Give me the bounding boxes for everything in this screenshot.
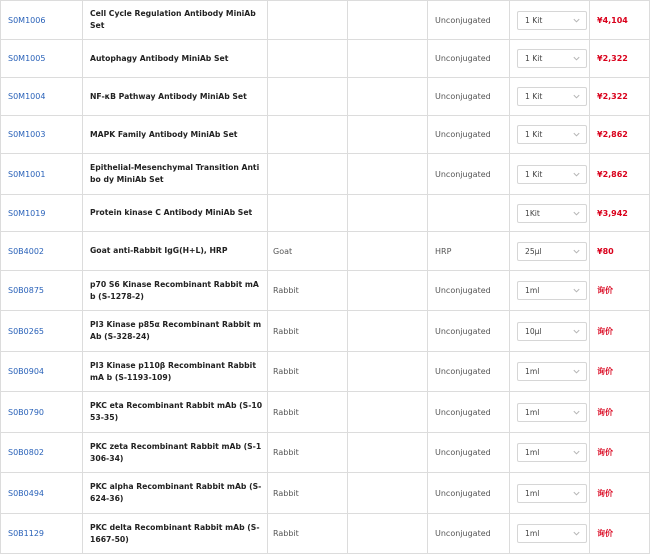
conjugate-cell [428, 154, 510, 195]
size-select[interactable] [517, 87, 587, 106]
product-code-link[interactable]: S0M1001 [8, 169, 46, 179]
price-cell [590, 352, 650, 392]
conjugate-cell [428, 1, 510, 40]
size-select[interactable] [517, 403, 587, 422]
size-cell [510, 116, 590, 154]
price-cell [590, 271, 650, 311]
product-code-link[interactable]: S0B0790 [8, 407, 45, 417]
conjugate-label: Unconjugated [435, 130, 491, 139]
product-code-link[interactable]: S0B0802 [8, 448, 45, 457]
inquiry-link[interactable]: 询价 [597, 326, 613, 336]
chevron-down-icon [572, 130, 581, 139]
code-cell [1, 311, 83, 352]
product-name: Autophagy Antibody MiniAb Set [90, 53, 229, 63]
code-cell [1, 116, 83, 154]
chevron-down-icon [572, 16, 581, 25]
price-cell [590, 195, 650, 232]
table-row [1, 433, 650, 473]
product-code-link[interactable]: S0B4002 [8, 246, 45, 256]
chevron-down-icon [572, 408, 581, 417]
price-cell [590, 154, 650, 195]
host-cell [268, 40, 348, 78]
price-cell [590, 116, 650, 154]
empty-cell [348, 271, 428, 311]
conjugate-label: Unconjugated [435, 488, 491, 498]
code-cell [1, 271, 83, 311]
name-cell [83, 78, 268, 116]
conjugate-label: Unconjugated [435, 448, 491, 457]
product-name: PI3 Kinase p110β Recombinant Rabbit mA b (S-1193-109) [90, 360, 256, 382]
size-select-value: 1ml [525, 448, 540, 457]
chevron-down-icon [572, 54, 581, 63]
table-row [1, 195, 650, 232]
conjugate-cell [428, 40, 510, 78]
size-select[interactable] [517, 524, 587, 543]
host-cell [268, 352, 348, 392]
price-value: ¥4,104 [597, 15, 628, 25]
size-select-value: 1 Kit [525, 15, 543, 25]
price-cell [590, 514, 650, 554]
host-cell [268, 1, 348, 40]
empty-cell [348, 40, 428, 78]
empty-cell [348, 78, 428, 116]
host-species: Rabbit [273, 286, 299, 295]
host-cell [268, 116, 348, 154]
name-cell [83, 392, 268, 433]
chevron-down-icon [572, 170, 581, 179]
conjugate-label: Unconjugated [435, 407, 491, 417]
conjugate-label: Unconjugated [435, 54, 491, 63]
code-cell [1, 433, 83, 473]
size-select[interactable] [517, 11, 587, 30]
size-cell [510, 271, 590, 311]
host-species: Rabbit [273, 326, 299, 336]
name-cell [83, 1, 268, 40]
product-name: PI3 Kinase p85α Recombinant Rabbit mAb (S-328-24) [90, 320, 262, 341]
conjugate-label: Unconjugated [435, 529, 491, 538]
size-cell [510, 195, 590, 232]
empty-cell [348, 232, 428, 271]
product-name: NF-κB Pathway Antibody MiniAb Set [90, 91, 247, 101]
product-name: MAPK Family Antibody MiniAb Set [90, 129, 238, 139]
empty-cell [348, 1, 428, 40]
code-cell [1, 78, 83, 116]
inquiry-link[interactable]: 询价 [597, 529, 613, 538]
size-select[interactable] [517, 484, 587, 503]
name-cell [83, 352, 268, 392]
host-cell [268, 78, 348, 116]
empty-cell [348, 433, 428, 473]
size-cell [510, 154, 590, 195]
table-row [1, 514, 650, 554]
price-value: ¥2,862 [597, 130, 628, 139]
table-row [1, 232, 650, 271]
name-cell [83, 232, 268, 271]
size-select-value: 25μl [525, 246, 542, 256]
host-cell [268, 154, 348, 195]
size-select[interactable] [517, 242, 587, 261]
price-value: ¥3,942 [597, 208, 628, 218]
host-species: Rabbit [273, 367, 299, 376]
size-cell [510, 78, 590, 116]
empty-cell [348, 154, 428, 195]
host-cell [268, 514, 348, 554]
price-cell [590, 1, 650, 40]
product-name: Protein kinase C Antibody MiniAb Set [90, 208, 253, 217]
size-select[interactable] [517, 165, 587, 184]
empty-cell [348, 392, 428, 433]
size-select-value: 1ml [525, 367, 540, 376]
host-cell [268, 473, 348, 514]
price-value: ¥2,322 [597, 92, 628, 101]
conjugate-label: Unconjugated [435, 169, 491, 179]
price-cell [590, 311, 650, 352]
size-select-value: 1Kit [525, 208, 540, 218]
size-select-value: 1ml [525, 529, 540, 538]
product-name: Epithelial-Mesenchymal Transition Antibo dy MiniAb Set [90, 163, 260, 184]
conjugate-label: Unconjugated [435, 15, 491, 25]
code-cell [1, 232, 83, 271]
chevron-down-icon [572, 367, 581, 376]
chevron-down-icon [572, 529, 581, 538]
table-row [1, 40, 650, 78]
host-species: Rabbit [273, 488, 299, 498]
host-cell [268, 392, 348, 433]
size-cell [510, 514, 590, 554]
size-cell [510, 433, 590, 473]
price-cell [590, 40, 650, 78]
price-cell [590, 473, 650, 514]
conjugate-cell [428, 311, 510, 352]
product-code-link[interactable]: S0B0904 [8, 367, 45, 376]
name-cell [83, 311, 268, 352]
table-row [1, 1, 650, 40]
empty-cell [348, 514, 428, 554]
code-cell [1, 473, 83, 514]
size-select-value: 1ml [525, 488, 540, 498]
code-cell [1, 352, 83, 392]
conjugate-cell [428, 473, 510, 514]
inquiry-link[interactable]: 询价 [597, 448, 613, 457]
name-cell [83, 116, 268, 154]
price-cell [590, 433, 650, 473]
size-select-value: 10μl [525, 326, 542, 336]
product-code-link[interactable]: S0M1006 [8, 15, 46, 25]
size-cell [510, 392, 590, 433]
table-row [1, 392, 650, 433]
product-table-body [1, 1, 650, 554]
code-cell [1, 392, 83, 433]
host-cell [268, 271, 348, 311]
size-cell [510, 40, 590, 78]
name-cell [83, 433, 268, 473]
size-select-value: 1ml [525, 286, 540, 295]
conjugate-cell [428, 232, 510, 271]
host-species: Rabbit [273, 407, 299, 417]
conjugate-cell [428, 514, 510, 554]
conjugate-cell [428, 116, 510, 154]
conjugate-cell [428, 195, 510, 232]
empty-cell [348, 473, 428, 514]
size-select[interactable] [517, 362, 587, 381]
conjugate-cell [428, 352, 510, 392]
host-species: Rabbit [273, 529, 299, 538]
table-row [1, 271, 650, 311]
name-cell [83, 271, 268, 311]
size-select-value: 1 Kit [525, 130, 543, 139]
size-select-value: 1 Kit [525, 92, 543, 101]
inquiry-link[interactable]: 询价 [597, 286, 613, 295]
conjugate-cell [428, 271, 510, 311]
size-select[interactable] [517, 204, 587, 223]
conjugate-label: Unconjugated [435, 286, 491, 295]
size-select[interactable] [517, 49, 587, 68]
product-name: PKC zeta Recombinant Rabbit mAb (S-1306-34) [90, 441, 262, 463]
size-select[interactable] [517, 322, 587, 341]
product-code-link[interactable]: S0M1003 [8, 130, 46, 139]
inquiry-link[interactable]: 询价 [597, 488, 613, 498]
host-cell [268, 433, 348, 473]
product-name: Goat anti-Rabbit IgG(H+L), HRP [90, 246, 228, 255]
product-name: Cell Cycle Regulation Antibody MiniAb Set [90, 9, 256, 30]
table-row [1, 78, 650, 116]
conjugate-label: HRP [435, 246, 452, 256]
size-cell [510, 311, 590, 352]
size-select[interactable] [517, 443, 587, 462]
size-select-value: 1ml [525, 407, 540, 417]
table-row [1, 473, 650, 514]
size-cell [510, 232, 590, 271]
product-code-link[interactable]: S0B0494 [8, 488, 45, 498]
host-cell [268, 232, 348, 271]
price-cell [590, 392, 650, 433]
inquiry-link[interactable]: 询价 [597, 367, 613, 376]
product-code-link[interactable]: S0B0265 [8, 326, 45, 336]
size-select-value: 1 Kit [525, 54, 543, 63]
product-name: PKC delta Recombinant Rabbit mAb (S-1667-50) [90, 522, 260, 544]
product-name: PKC eta Recombinant Rabbit mAb (S-1053-35) [90, 401, 263, 422]
product-name: PKC alpha Recombinant Rabbit mAb (S-624-36) [90, 482, 262, 503]
name-cell [83, 473, 268, 514]
name-cell [83, 514, 268, 554]
table-row [1, 116, 650, 154]
name-cell [83, 40, 268, 78]
conjugate-label: Unconjugated [435, 92, 491, 101]
name-cell [83, 195, 268, 232]
price-cell [590, 232, 650, 271]
size-select-value: 1 Kit [525, 169, 543, 179]
host-cell [268, 195, 348, 232]
product-code-link[interactable]: S0M1005 [8, 54, 46, 63]
price-cell [590, 78, 650, 116]
product-code-link[interactable]: S0B0875 [8, 286, 45, 295]
host-species: Rabbit [273, 448, 299, 457]
price-value: ¥2,322 [597, 54, 628, 63]
name-cell [83, 154, 268, 195]
code-cell [1, 514, 83, 554]
conjugate-cell [428, 433, 510, 473]
empty-cell [348, 116, 428, 154]
chevron-down-icon [572, 448, 581, 457]
size-cell [510, 473, 590, 514]
empty-cell [348, 195, 428, 232]
size-cell [510, 1, 590, 40]
code-cell [1, 40, 83, 78]
chevron-down-icon [572, 92, 581, 101]
price-value: ¥2,862 [597, 169, 628, 179]
product-code-link[interactable]: S0M1004 [8, 92, 46, 101]
conjugate-cell [428, 78, 510, 116]
chevron-down-icon [572, 247, 581, 256]
empty-cell [348, 311, 428, 352]
conjugate-label: Unconjugated [435, 367, 491, 376]
conjugate-label: Unconjugated [435, 326, 491, 336]
empty-cell [348, 352, 428, 392]
chevron-down-icon [572, 327, 581, 336]
chevron-down-icon [572, 286, 581, 295]
product-code-link[interactable]: S0B1129 [8, 529, 45, 538]
chevron-down-icon [572, 209, 581, 218]
host-species: Goat [273, 246, 293, 256]
size-select[interactable] [517, 281, 587, 300]
chevron-down-icon [572, 489, 581, 498]
code-cell [1, 195, 83, 232]
size-select[interactable] [517, 125, 587, 144]
code-cell [1, 154, 83, 195]
code-cell [1, 1, 83, 40]
inquiry-link[interactable]: 询价 [597, 407, 613, 417]
product-code-link[interactable]: S0M1019 [8, 208, 46, 218]
conjugate-cell [428, 392, 510, 433]
price-value: ¥80 [597, 246, 614, 256]
table-row [1, 154, 650, 195]
table-row [1, 352, 650, 392]
size-cell [510, 352, 590, 392]
product-name: p70 S6 Kinase Recombinant Rabbit mAb (S-1278-2) [90, 279, 259, 301]
host-cell [268, 311, 348, 352]
table-row [1, 311, 650, 352]
